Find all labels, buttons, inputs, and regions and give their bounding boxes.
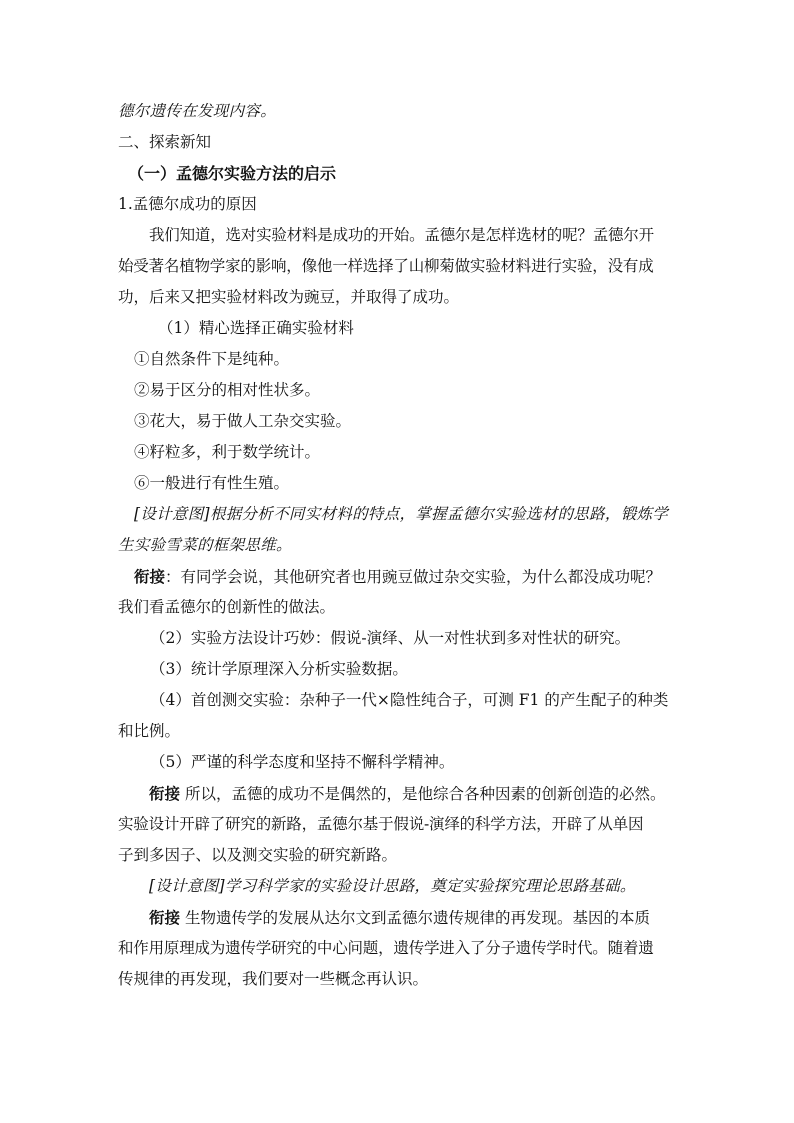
transition-line	[118, 561, 678, 592]
list-item: （5）严谨的科学态度和坚持不懈科学精神。	[150, 753, 455, 771]
list-item: ②易于区分的相对性状多。	[134, 381, 321, 399]
transition-label: 衔接	[149, 784, 181, 803]
list-item: ④籽粒多，利于数学统计。	[134, 443, 321, 461]
transition-line	[118, 778, 678, 809]
text-line: 德尔遗传在发现内容。	[118, 102, 277, 120]
paragraph-line: 我们看孟德尔的创新性的做法。	[118, 598, 336, 616]
list-heading: （1）精心选择正确实验材料	[158, 319, 354, 337]
transition-text: 所以，孟德的成功不是偶然的，是他综合各种因素的创新创造的必然。	[180, 785, 666, 803]
list-item: （3）统计学原理深入分析实验数据。	[150, 660, 408, 678]
paragraph-line: 和作用原理成为遗传学研究的中心问题，遗传学进入了分子遗传学时代。随着遗	[118, 939, 654, 957]
subsection-heading: （一）孟德尔实验方法的启示	[128, 164, 337, 183]
list-item: ⑥一般进行有性生殖。	[134, 474, 290, 492]
list-item: （2）实验方法设计巧妙：假说-演绎、从一对性状到多对性状的研究。	[150, 629, 631, 647]
list-item: ③花大，易于做人工杂交实验。	[134, 412, 352, 430]
transition-text: 生物遗传学的发展从达尔文到孟德尔遗传规律的再发现。基因的本质	[180, 909, 650, 927]
list-item: （4）首创测交实验：杂种子一代×隐性纯合子，可测 F1 的产生配子的种类	[150, 691, 669, 709]
section-heading: 二、探索新知	[118, 133, 212, 151]
transition-label: 衔接	[149, 908, 181, 927]
paragraph-line: 子到多因子、以及测交实验的研究新路。	[118, 846, 398, 864]
transition-label: 衔接	[134, 567, 166, 586]
paragraph-line: 实验设计开辟了研究的新路，孟德尔基于假说-演绎的科学方法，开辟了从单因	[118, 815, 644, 833]
topic-heading: 1.孟德尔成功的原因	[118, 195, 257, 213]
list-item: ①自然条件下是纯种。	[134, 350, 290, 368]
paragraph-line: 功，后来又把实验材料改为豌豆，并取得了成功。	[118, 288, 460, 306]
design-intent-line: 生实验雪菜的框架思维。	[118, 536, 292, 554]
document-page	[118, 96, 678, 995]
transition-text: ：有同学会说，其他研究者也用豌豆做过杂交实验，为什么都没成功呢？	[165, 568, 662, 586]
design-intent-line: [设计意图]根据分析不同实材料的特点，掌握孟德尔实验选材的思路，锻炼学	[134, 505, 669, 523]
design-intent-line: [设计意图]学习科学家的实验设计思路，奠定实验探究理论思路基础。	[149, 877, 636, 895]
paragraph-line: 传规律的再发现，我们要对一些概念再认识。	[118, 970, 429, 988]
paragraph-line: 始受著名植物学家的影响，像他一样选择了山柳菊做实验材料进行实验，没有成	[118, 257, 654, 275]
list-item-continued: 和比例。	[118, 722, 181, 740]
transition-line	[118, 902, 678, 933]
paragraph-line: 我们知道，选对实验材料是成功的开始。孟德尔是怎样选材的呢？孟德尔开	[149, 226, 654, 244]
